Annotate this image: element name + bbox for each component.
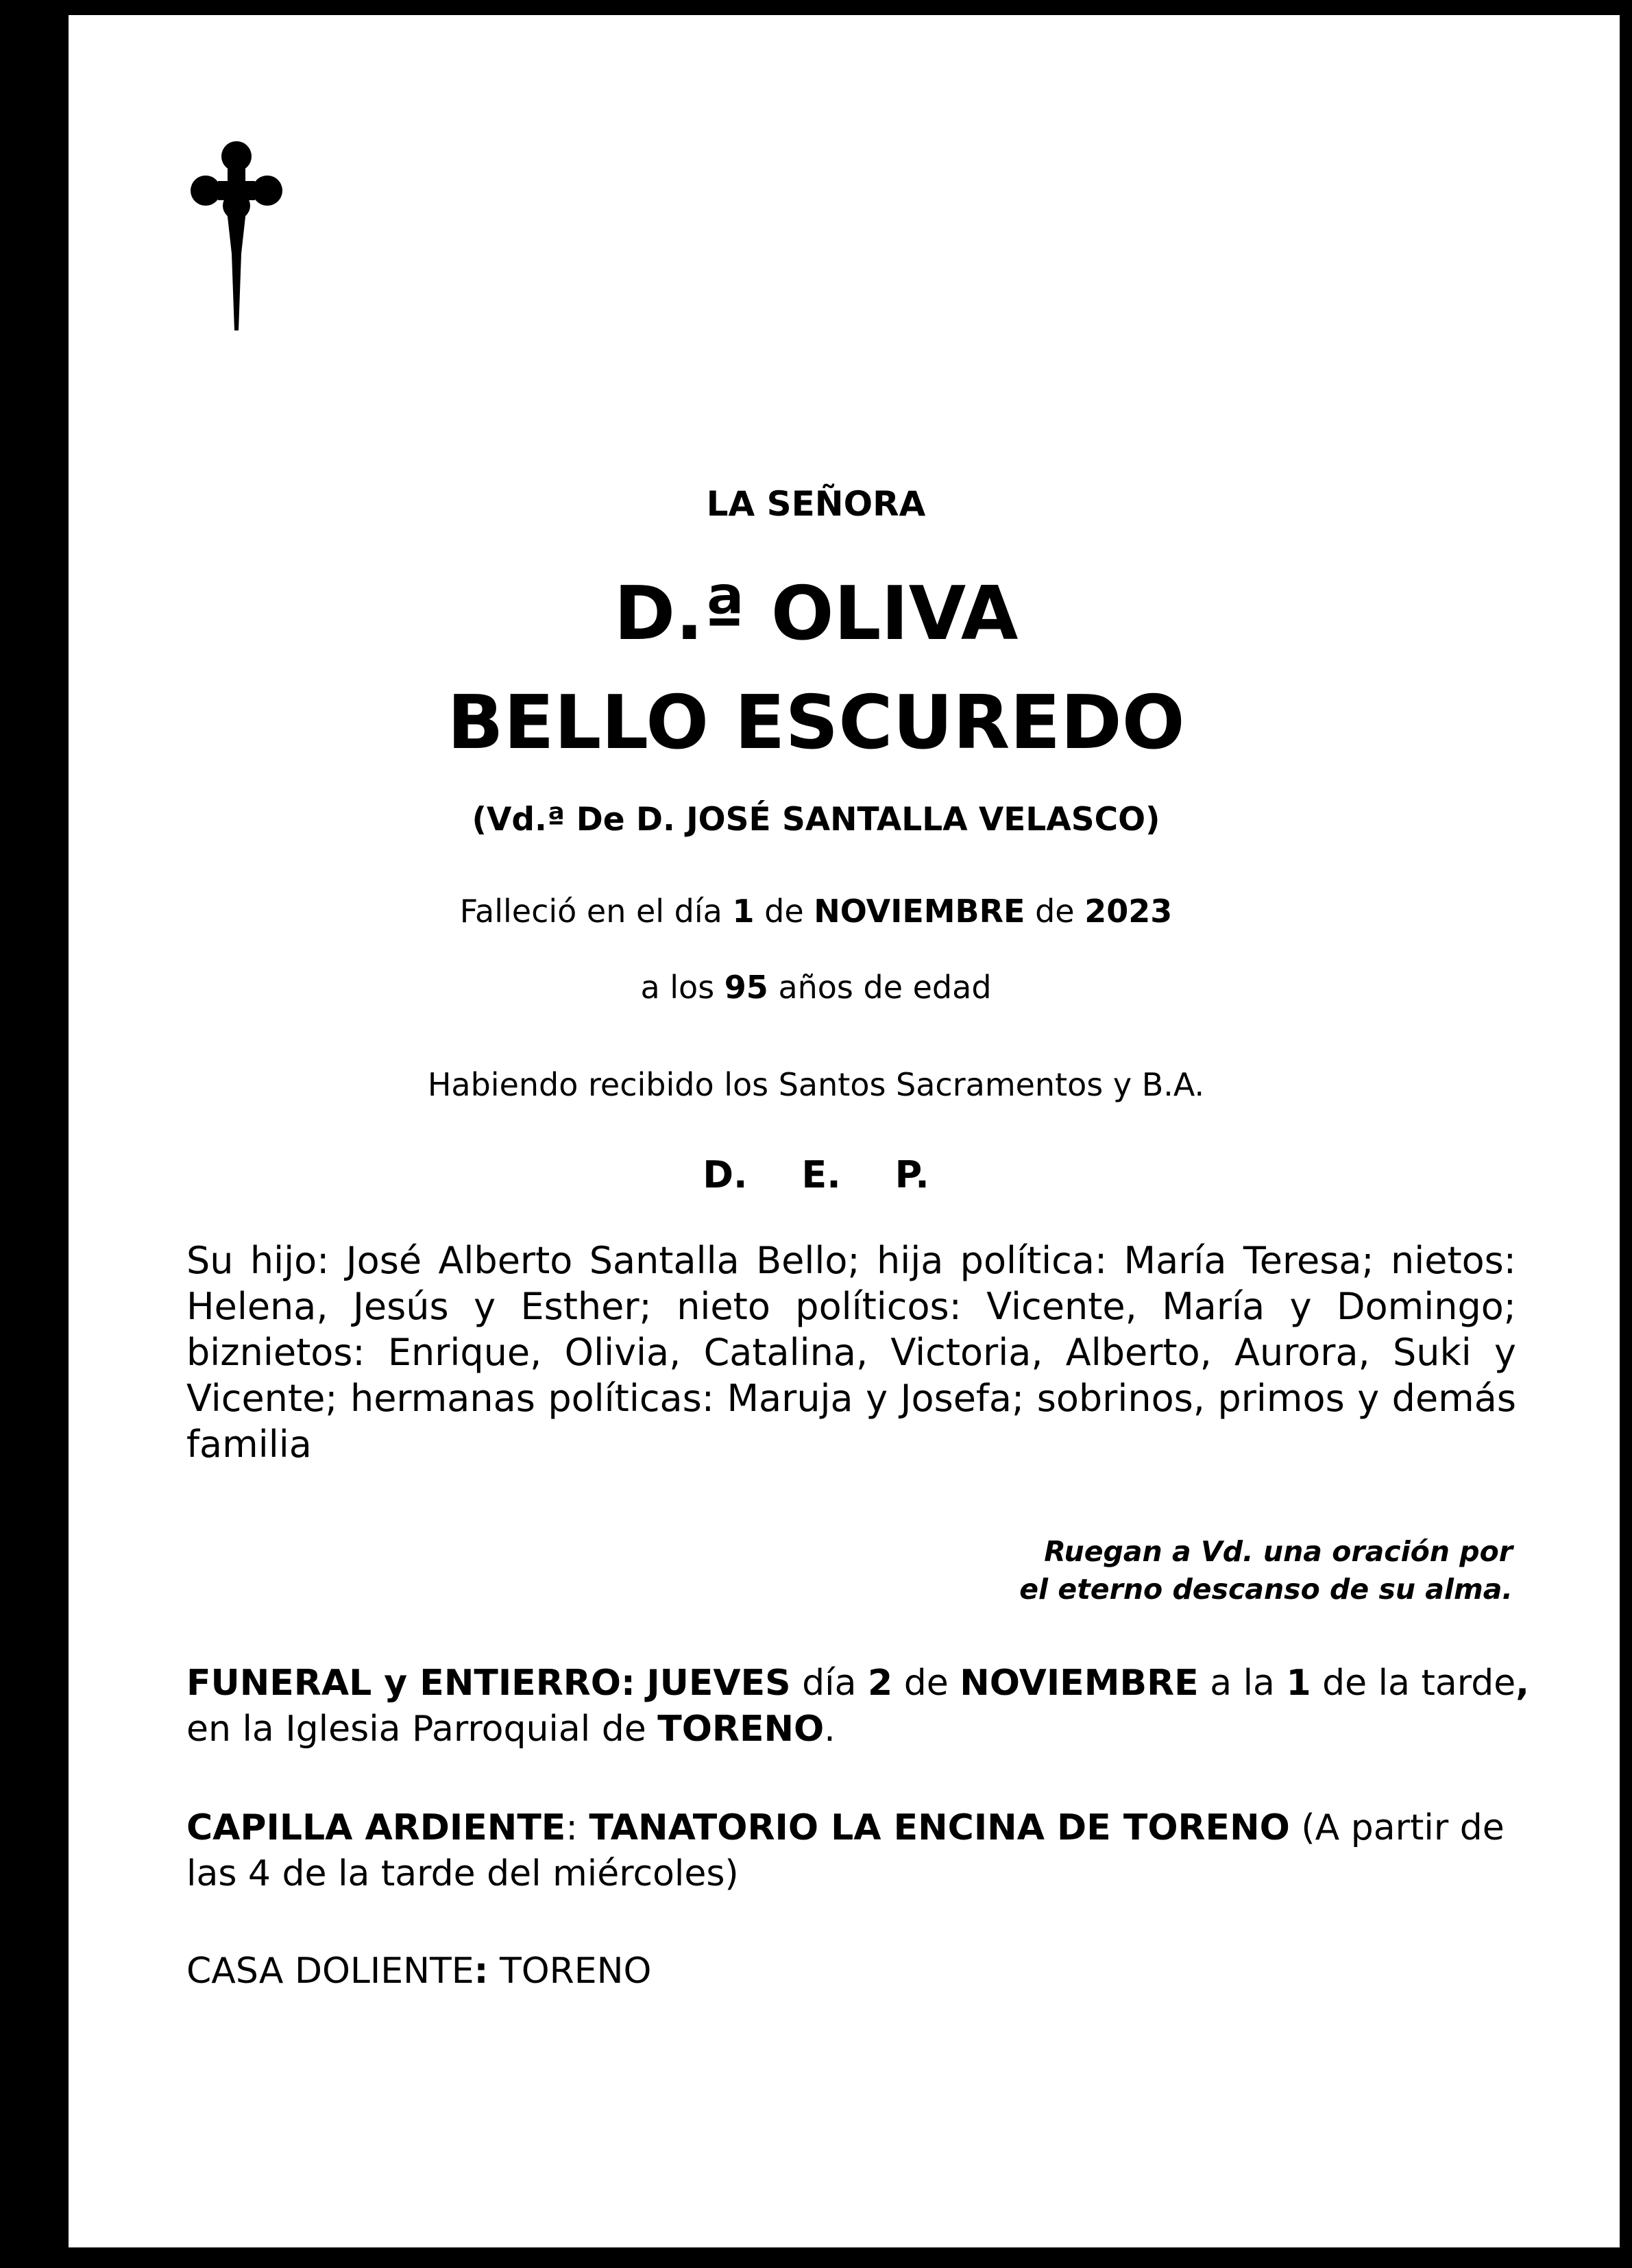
dep: D. E. P. xyxy=(703,1153,929,1196)
prayer-request xyxy=(1019,1533,1513,1608)
honorific: LA SEÑORA xyxy=(706,484,926,524)
funeral-info: FUNERAL y ENTIERRO: JUEVES día 2 de NOVIEMBRE a la 1 de la tarde, en la Iglesia Parroquial de TORENO. xyxy=(186,1663,1530,1750)
wake-info: CAPILLA ARDIENTE: TANATORIO LA ENCINA DE TORENO (A partir de las 4 de la tarde del miércoles) xyxy=(186,1807,1505,1894)
prayer-line1: Ruegan a Vd. una oración por xyxy=(1044,1535,1513,1568)
deceased-name-line1: D.ª OLIVA xyxy=(613,571,1019,657)
sacraments: Habiendo recibido los Santos Sacramentos y B.A. xyxy=(427,1066,1205,1103)
deceased-name-line2: BELLO ESCUREDO xyxy=(447,680,1185,766)
mourning-house: CASA DOLIENTE: TORENO xyxy=(186,1951,652,1992)
age: a los 95 años de edad xyxy=(640,969,992,1006)
santiago-cross-icon xyxy=(191,138,282,330)
death-date: Falleció en el día 1 de NOVIEMBRE de 2023 xyxy=(459,893,1173,930)
family-list: Su hijo: José Alberto Santalla Bello; hija política: María Teresa; nietos: Helena, Jesús y Esther; nieto políticos: Vicente, María y Domingo; biznietos: Enrique, Olivia, Catalina, Victoria, Alberto, Aurora, Suki y Vicente; hermanas políticas: Maruja y Josefa; sobrinos, primos y demás familia xyxy=(186,1239,1516,1466)
widow-of: (Vd.ª De D. JOSÉ SANTALLA VELASCO) xyxy=(472,801,1160,839)
prayer-line2: el eterno descanso de su alma. xyxy=(1019,1573,1513,1606)
